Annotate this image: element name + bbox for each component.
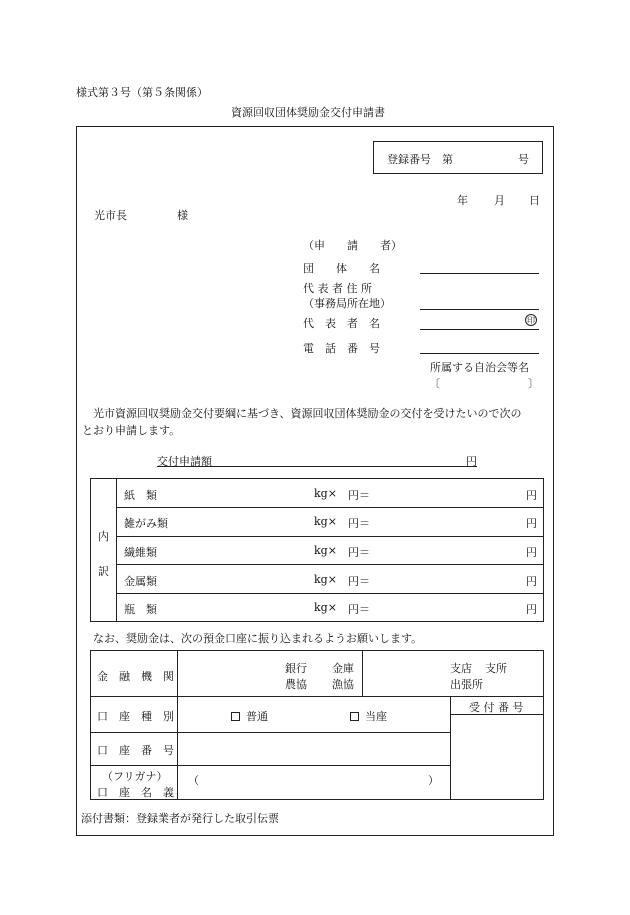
rate-unit: 円＝ bbox=[348, 517, 370, 530]
row-divider bbox=[116, 564, 544, 565]
kg-unit: kg× bbox=[314, 487, 337, 500]
bank-option-kinko[interactable]: 金庫 bbox=[332, 662, 354, 675]
yen-unit: 円 bbox=[526, 575, 537, 588]
bank-row-divider bbox=[90, 732, 450, 733]
item-label: 雑がみ類 bbox=[124, 517, 168, 530]
yen-unit: 円 bbox=[526, 603, 537, 616]
bank-row-divider bbox=[90, 696, 544, 697]
office-location-label: （事務局所在地） bbox=[303, 297, 391, 310]
item-label: 繊維類 bbox=[124, 546, 157, 559]
registration-label: 登録番号 第 bbox=[387, 153, 453, 166]
bank-note: なお、奨励金は、次の預金口座に振り込まれるようお願いします。 bbox=[93, 632, 423, 645]
group-name-label: 団 体 名 bbox=[303, 262, 380, 275]
account-type-label: 口 座 種 別 bbox=[97, 710, 174, 723]
futsu-label: 普通 bbox=[246, 710, 268, 723]
bank-option-nokyo[interactable]: 農協 bbox=[285, 678, 307, 691]
holder-paren-close: ） bbox=[428, 774, 439, 787]
account-holder-label: 口 座 名 義 bbox=[97, 786, 174, 799]
rate-unit: 円＝ bbox=[348, 546, 370, 559]
rate-unit: 円＝ bbox=[348, 575, 370, 588]
body-text-line-1: 光市資源回収奨励金交付要綱に基づき、資源回収団体奨励金の交付を受けたいので次の bbox=[93, 407, 522, 420]
branch-option-shiten[interactable]: 支店 bbox=[450, 662, 472, 675]
phone-label: 電 話 番 号 bbox=[303, 342, 380, 355]
bank-label-divider bbox=[177, 650, 178, 800]
yen-unit: 円 bbox=[526, 489, 537, 502]
rep-name-field[interactable] bbox=[420, 329, 539, 330]
kg-unit: kg× bbox=[314, 601, 337, 614]
futsu-checkbox[interactable] bbox=[231, 712, 240, 721]
rate-unit: 円＝ bbox=[348, 489, 370, 502]
grant-unit: 円 bbox=[466, 455, 477, 468]
branch-option-shisho[interactable]: 支所 bbox=[485, 662, 507, 675]
toza-checkbox[interactable] bbox=[350, 712, 359, 721]
breakdown-side-label-1: 内 bbox=[98, 530, 109, 543]
furigana-label: （フリガナ） bbox=[102, 770, 168, 783]
addressee-honorific: 様 bbox=[177, 209, 188, 222]
association-bracket-close: 〕 bbox=[528, 377, 539, 390]
association-bracket-open: 〔 bbox=[429, 377, 440, 390]
phone-field[interactable] bbox=[420, 353, 539, 354]
bank-row-divider bbox=[90, 765, 450, 766]
kg-unit: kg× bbox=[314, 573, 337, 586]
breakdown-side-label-2: 訳 bbox=[98, 565, 109, 578]
association-label: 所属する自治会等名 bbox=[430, 361, 529, 374]
institution-label: 金 融 機 関 bbox=[97, 670, 174, 683]
toza-label: 当座 bbox=[365, 710, 387, 723]
form-number: 様式第３号（第５条関係） bbox=[76, 86, 208, 99]
attachment-note: 添付書類：登録業者が発行した取引伝票 bbox=[81, 812, 279, 825]
account-type-toza[interactable] bbox=[350, 708, 387, 724]
group-name-field[interactable] bbox=[420, 273, 539, 274]
receipt-divider bbox=[450, 696, 451, 800]
item-label: 金属類 bbox=[124, 575, 157, 588]
yen-unit: 円 bbox=[526, 546, 537, 559]
item-label: 瓶 類 bbox=[124, 603, 157, 616]
grant-amount-field[interactable] bbox=[157, 466, 477, 467]
account-type-futsu[interactable] bbox=[231, 708, 268, 724]
date-day: 日 bbox=[529, 194, 540, 207]
body-text-line-2: とおり申請します。 bbox=[82, 424, 181, 437]
row-divider bbox=[116, 507, 544, 508]
bank-option-ginko[interactable]: 銀行 bbox=[285, 662, 307, 675]
seal-mark: 印 bbox=[527, 316, 535, 325]
row-divider bbox=[116, 593, 544, 594]
breakdown-divider bbox=[116, 478, 117, 622]
bank-branch-divider bbox=[362, 650, 363, 696]
registration-suffix: 号 bbox=[518, 153, 529, 166]
holder-paren-open: （ bbox=[188, 774, 199, 787]
rep-address-field[interactable] bbox=[420, 309, 539, 310]
receipt-number-label: 受 付 番 号 bbox=[469, 701, 524, 714]
branch-option-shuchojo[interactable]: 出張所 bbox=[450, 678, 483, 691]
kg-unit: kg× bbox=[314, 515, 337, 528]
grant-label: 交付申請額 bbox=[157, 455, 212, 468]
rep-address-label: 代 表 者 住 所 bbox=[303, 282, 372, 295]
rate-unit: 円＝ bbox=[348, 603, 370, 616]
date-year: 年 bbox=[457, 194, 468, 207]
applicant-heading: （申 請 者） bbox=[303, 239, 402, 252]
form-title: 資源回収団体奨励金交付申請書 bbox=[231, 106, 385, 119]
bank-option-gyokyo[interactable]: 漁協 bbox=[332, 678, 354, 691]
rep-name-label: 代 表 者 名 bbox=[303, 317, 380, 330]
kg-unit: kg× bbox=[314, 544, 337, 557]
date-month: 月 bbox=[494, 194, 505, 207]
account-number-label: 口 座 番 号 bbox=[97, 744, 174, 757]
yen-unit: 円 bbox=[526, 517, 537, 530]
addressee-name: 光市長 bbox=[94, 209, 127, 222]
row-divider bbox=[116, 536, 544, 537]
item-label: 紙 類 bbox=[124, 489, 157, 502]
